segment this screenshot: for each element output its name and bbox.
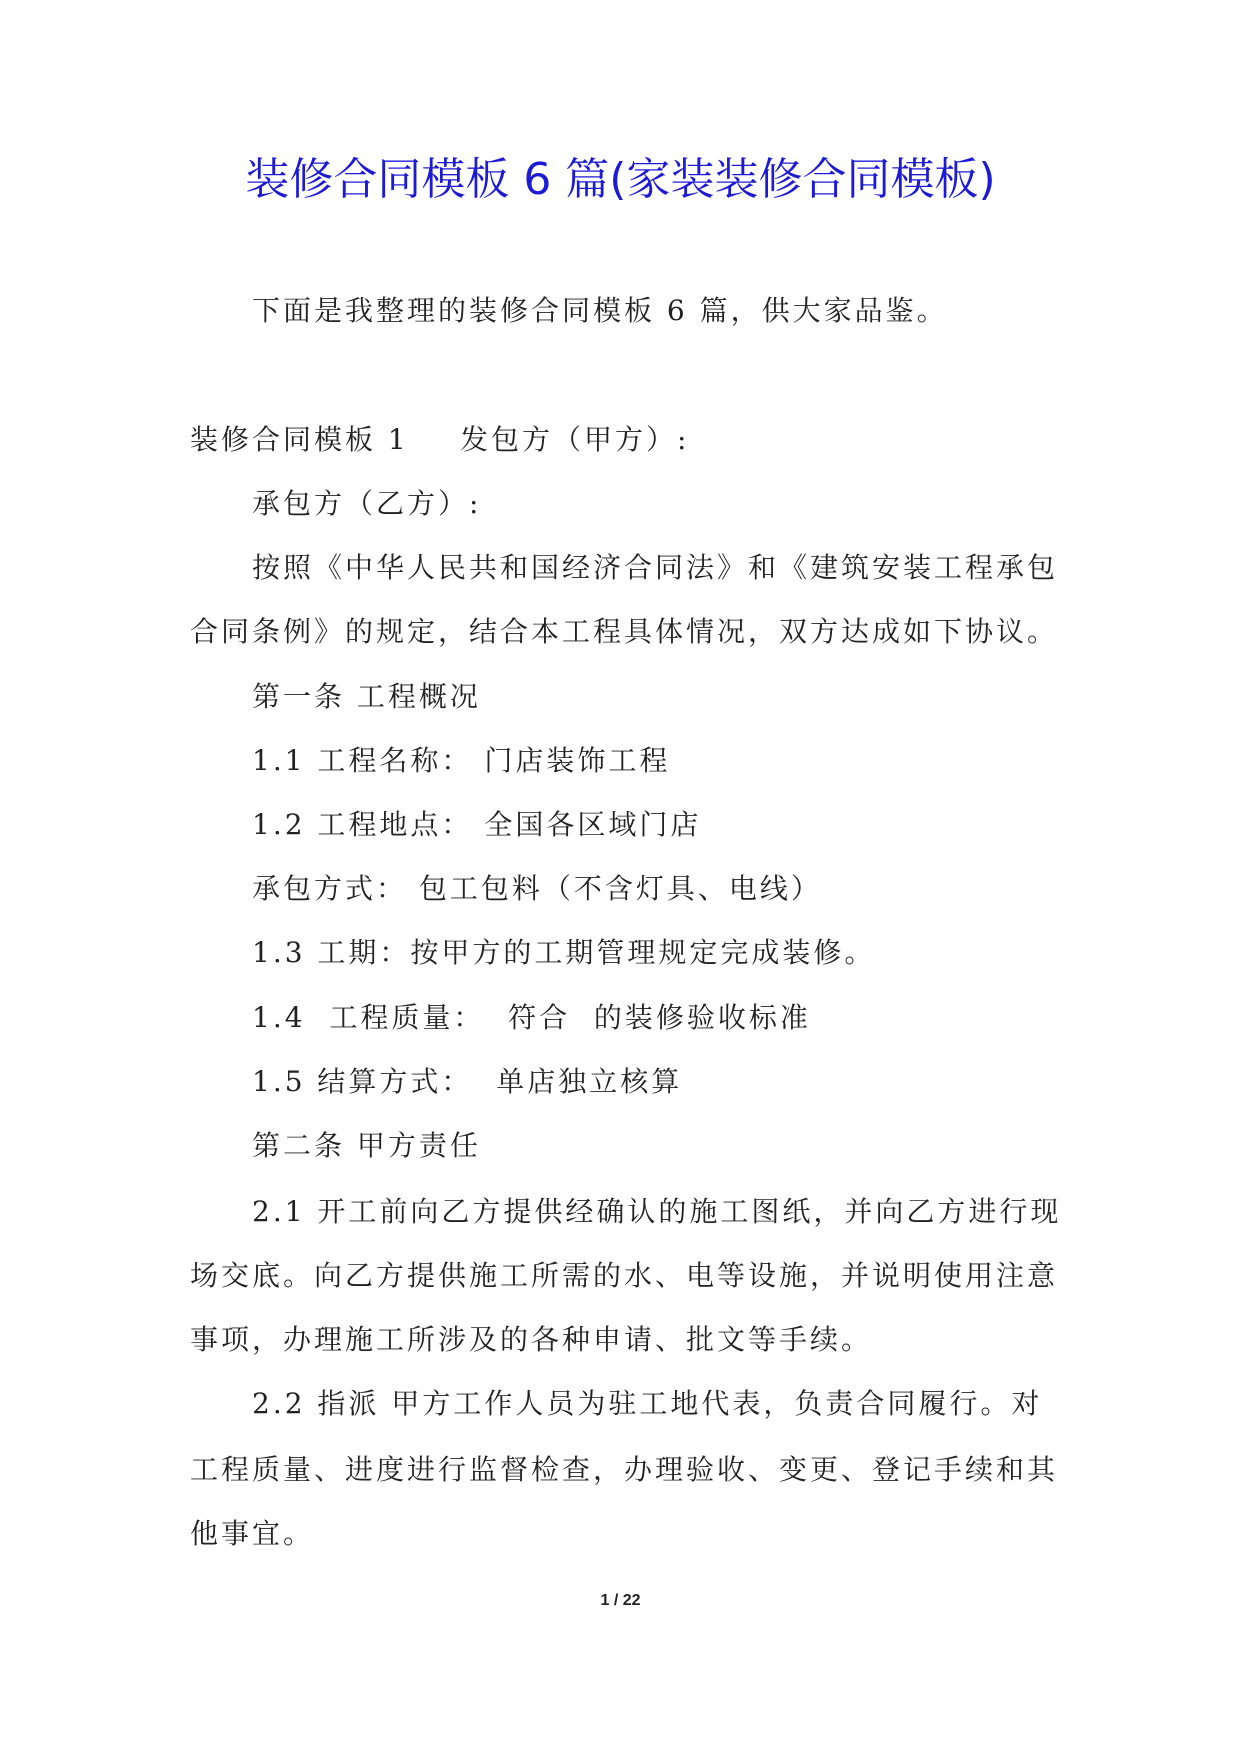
clause-line: 1.3 工期：按甲方的工期管理规定完成装修。 — [252, 936, 876, 969]
clause-line: 1.5 结算方式： 单店独立核算 — [252, 1065, 683, 1098]
clause-line: 承包方式： 包工包料（不含灯具、电线） — [252, 872, 822, 905]
template-heading: 装修合同模板 1 — [190, 423, 409, 456]
paragraph-line: 工程质量、进度进行监督检查，办理验收、变更、登记手续和其 — [190, 1453, 1059, 1486]
paragraph-line: 场交底。向乙方提供施工所需的水、电等设施，并说明使用注意 — [190, 1259, 1059, 1292]
intro-paragraph: 下面是我整理的装修合同模板 6 篇，供大家品鉴。 — [252, 294, 948, 327]
party-a-label: 发包方（甲方）: — [460, 423, 690, 456]
clause-line: 1.4 工程质量： 符合 的装修验收标准 — [252, 1001, 811, 1034]
article-heading: 第一条 工程概况 — [252, 680, 481, 713]
article-heading: 第二条 甲方责任 — [252, 1129, 481, 1162]
party-b-label: 承包方（乙方）: — [252, 487, 482, 520]
paragraph-line: 他事宜。 — [190, 1517, 315, 1550]
paragraph-line: 2.2 指派 甲方工作人员为驻工地代表，负责合同履行。对 — [252, 1387, 1043, 1420]
document-title: 装修合同模板 6 篇(家装装修合同模板) — [245, 154, 996, 205]
paragraph-line: 事项，办理施工所涉及的各种申请、批文等手续。 — [190, 1323, 873, 1356]
paragraph-line: 2.1 开工前向乙方提供经确认的施工图纸，并向乙方进行现 — [252, 1195, 1062, 1228]
clause-line: 1.2 工程地点： 全国各区域门店 — [252, 808, 702, 841]
paragraph-line: 合同条例》的规定，结合本工程具体情况，双方达成如下协议。 — [190, 615, 1059, 648]
page-number: 1 / 22 — [600, 1592, 641, 1609]
paragraph-line: 按照《中华人民共和国经济合同法》和《建筑安装工程承包 — [252, 551, 1059, 584]
clause-line: 1.1 工程名称： 门店装饰工程 — [252, 744, 671, 777]
